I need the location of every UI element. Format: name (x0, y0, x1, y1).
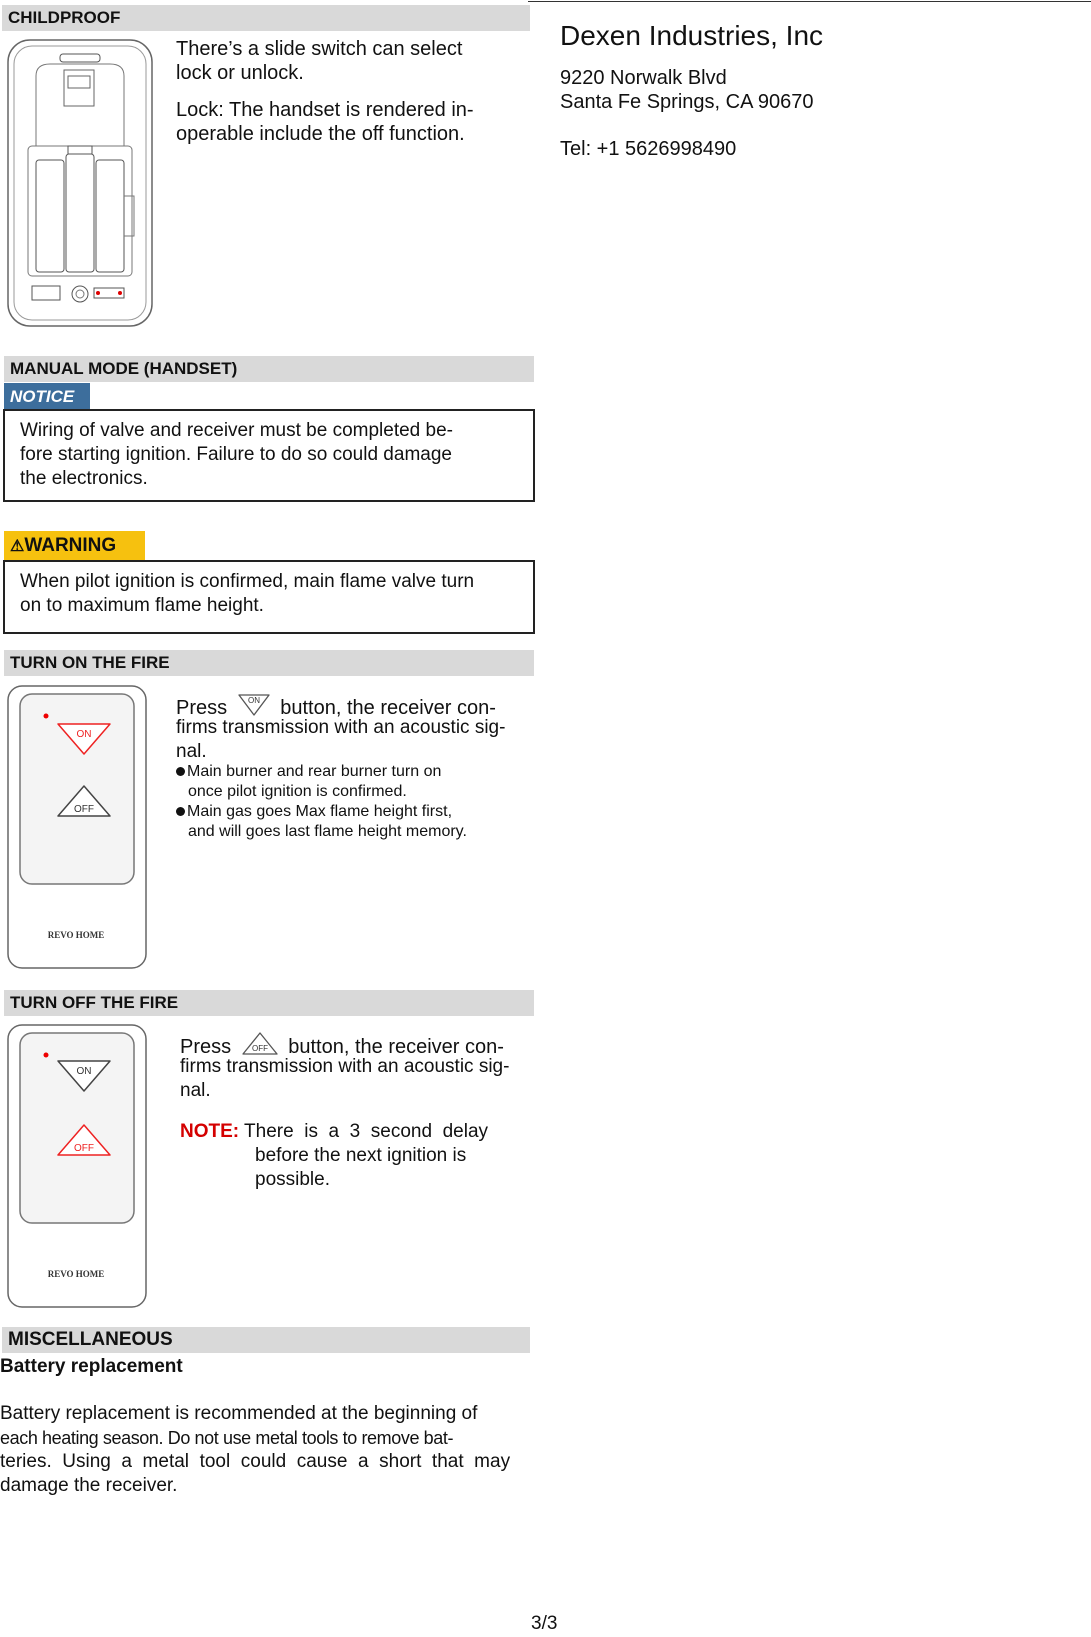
on-button-icon-label: ON (247, 696, 260, 705)
turn-on-bullet-2-cont: and will goes last flame height memory. (188, 823, 467, 840)
notice-line-1: Wiring of valve and receiver must be completed be- (20, 420, 453, 441)
turn-on-press: Press (176, 697, 228, 719)
bullet-dot-icon (176, 767, 185, 776)
remote-off-illustration (6, 1023, 148, 1309)
warning-line-2: on to maximum flame height. (20, 595, 264, 616)
turn-on-after-button: button, the receiver con- (280, 697, 496, 719)
remote-on-button-label: ON (76, 729, 92, 740)
notice-box (3, 409, 535, 502)
misc-line-3: teries. Using a metal tool could cause a short that may (0, 1451, 511, 1472)
remote-on-button-label: ON (76, 1066, 92, 1077)
turn-off-press: Press (180, 1036, 232, 1058)
misc-line-2: each heating season. Do not use metal tools to remove bat- (0, 1428, 454, 1448)
turn-off-line-3: nal. (180, 1080, 211, 1101)
warning-triangle-icon: ⚠ (10, 538, 25, 555)
notice-line-2: fore starting ignition. Failure to do so could damage (20, 444, 452, 465)
childproof-line-2: lock or unlock. (176, 62, 304, 84)
childproof-line-3: Lock: The handset is rendered in- (176, 99, 474, 121)
notice-label: NOTICE (4, 383, 90, 410)
section-heading-manual-mode: MANUAL MODE (HANDSET) (4, 356, 534, 382)
section-heading-miscellaneous: MISCELLANEOUS (2, 1327, 530, 1353)
warning-line-1: When pilot ignition is confirmed, main flame valve turn (20, 571, 475, 592)
misc-line-4: damage the receiver. (0, 1475, 178, 1496)
note-line-3: possible. (255, 1169, 330, 1190)
turn-on-bullet-2 (176, 802, 452, 822)
company-tel: Tel: +1 5626998490 (560, 138, 737, 160)
company-address-1: 9220 Norwalk Blvd (560, 67, 727, 89)
on-button-icon (237, 692, 271, 718)
turn-on-line-2: firms transmission with an acoustic sig- (176, 717, 506, 738)
turn-off-after-button: button, the receiver con- (288, 1036, 504, 1058)
section-heading-turn-on: TURN ON THE FIRE (4, 650, 534, 676)
top-rule (528, 1, 1091, 2)
company-address-2: Santa Fe Springs, CA 90670 (560, 91, 814, 113)
note-line-2: before the next ignition is (255, 1145, 467, 1166)
childproof-line-1: There’s a slide switch can select (176, 38, 463, 60)
remote-off-button-label: OFF (74, 1143, 94, 1154)
bullet-dot-icon (176, 807, 185, 816)
handset-back-illustration (6, 36, 154, 330)
childproof-line-4: operable include the off function. (176, 123, 465, 145)
turn-off-note (180, 1120, 488, 1144)
turn-off-line-2: firms transmission with an acoustic sig- (180, 1056, 510, 1077)
warning-label (4, 531, 145, 560)
warning-box (3, 560, 535, 634)
company-name: Dexen Industries, Inc (560, 20, 824, 51)
off-button-icon (241, 1031, 279, 1057)
turn-on-bullet-2-a: Main gas goes Max flame height first, (187, 803, 453, 820)
note-label: NOTE: (180, 1121, 240, 1142)
turn-on-bullet-1-a: Main burner and rear burner turn on (187, 763, 442, 780)
warning-label-text: WARNING (24, 535, 117, 556)
misc-line-1: Battery replacement is recommended at the beginning of (0, 1403, 478, 1424)
notice-line-3: the electronics. (20, 468, 148, 489)
turn-on-bullet-1 (176, 762, 441, 782)
remote-brand-label: REVO HOME (47, 930, 105, 940)
remote-on-illustration (6, 684, 148, 970)
turn-on-bullet-1-cont: once pilot ignition is confirmed. (188, 783, 407, 800)
page-number: 3/3 (531, 1613, 558, 1634)
section-heading-childproof: CHILDPROOF (2, 5, 530, 31)
remote-off-button-label: OFF (74, 804, 94, 815)
turn-on-line-3: nal. (176, 741, 207, 762)
section-heading-turn-off: TURN OFF THE FIRE (4, 990, 534, 1016)
remote-brand-label: REVO HOME (47, 1269, 105, 1279)
off-button-icon-label: OFF (251, 1044, 268, 1053)
note-line-1: There is a 3 second delay (244, 1121, 489, 1142)
misc-subheading: Battery replacement (0, 1356, 183, 1377)
